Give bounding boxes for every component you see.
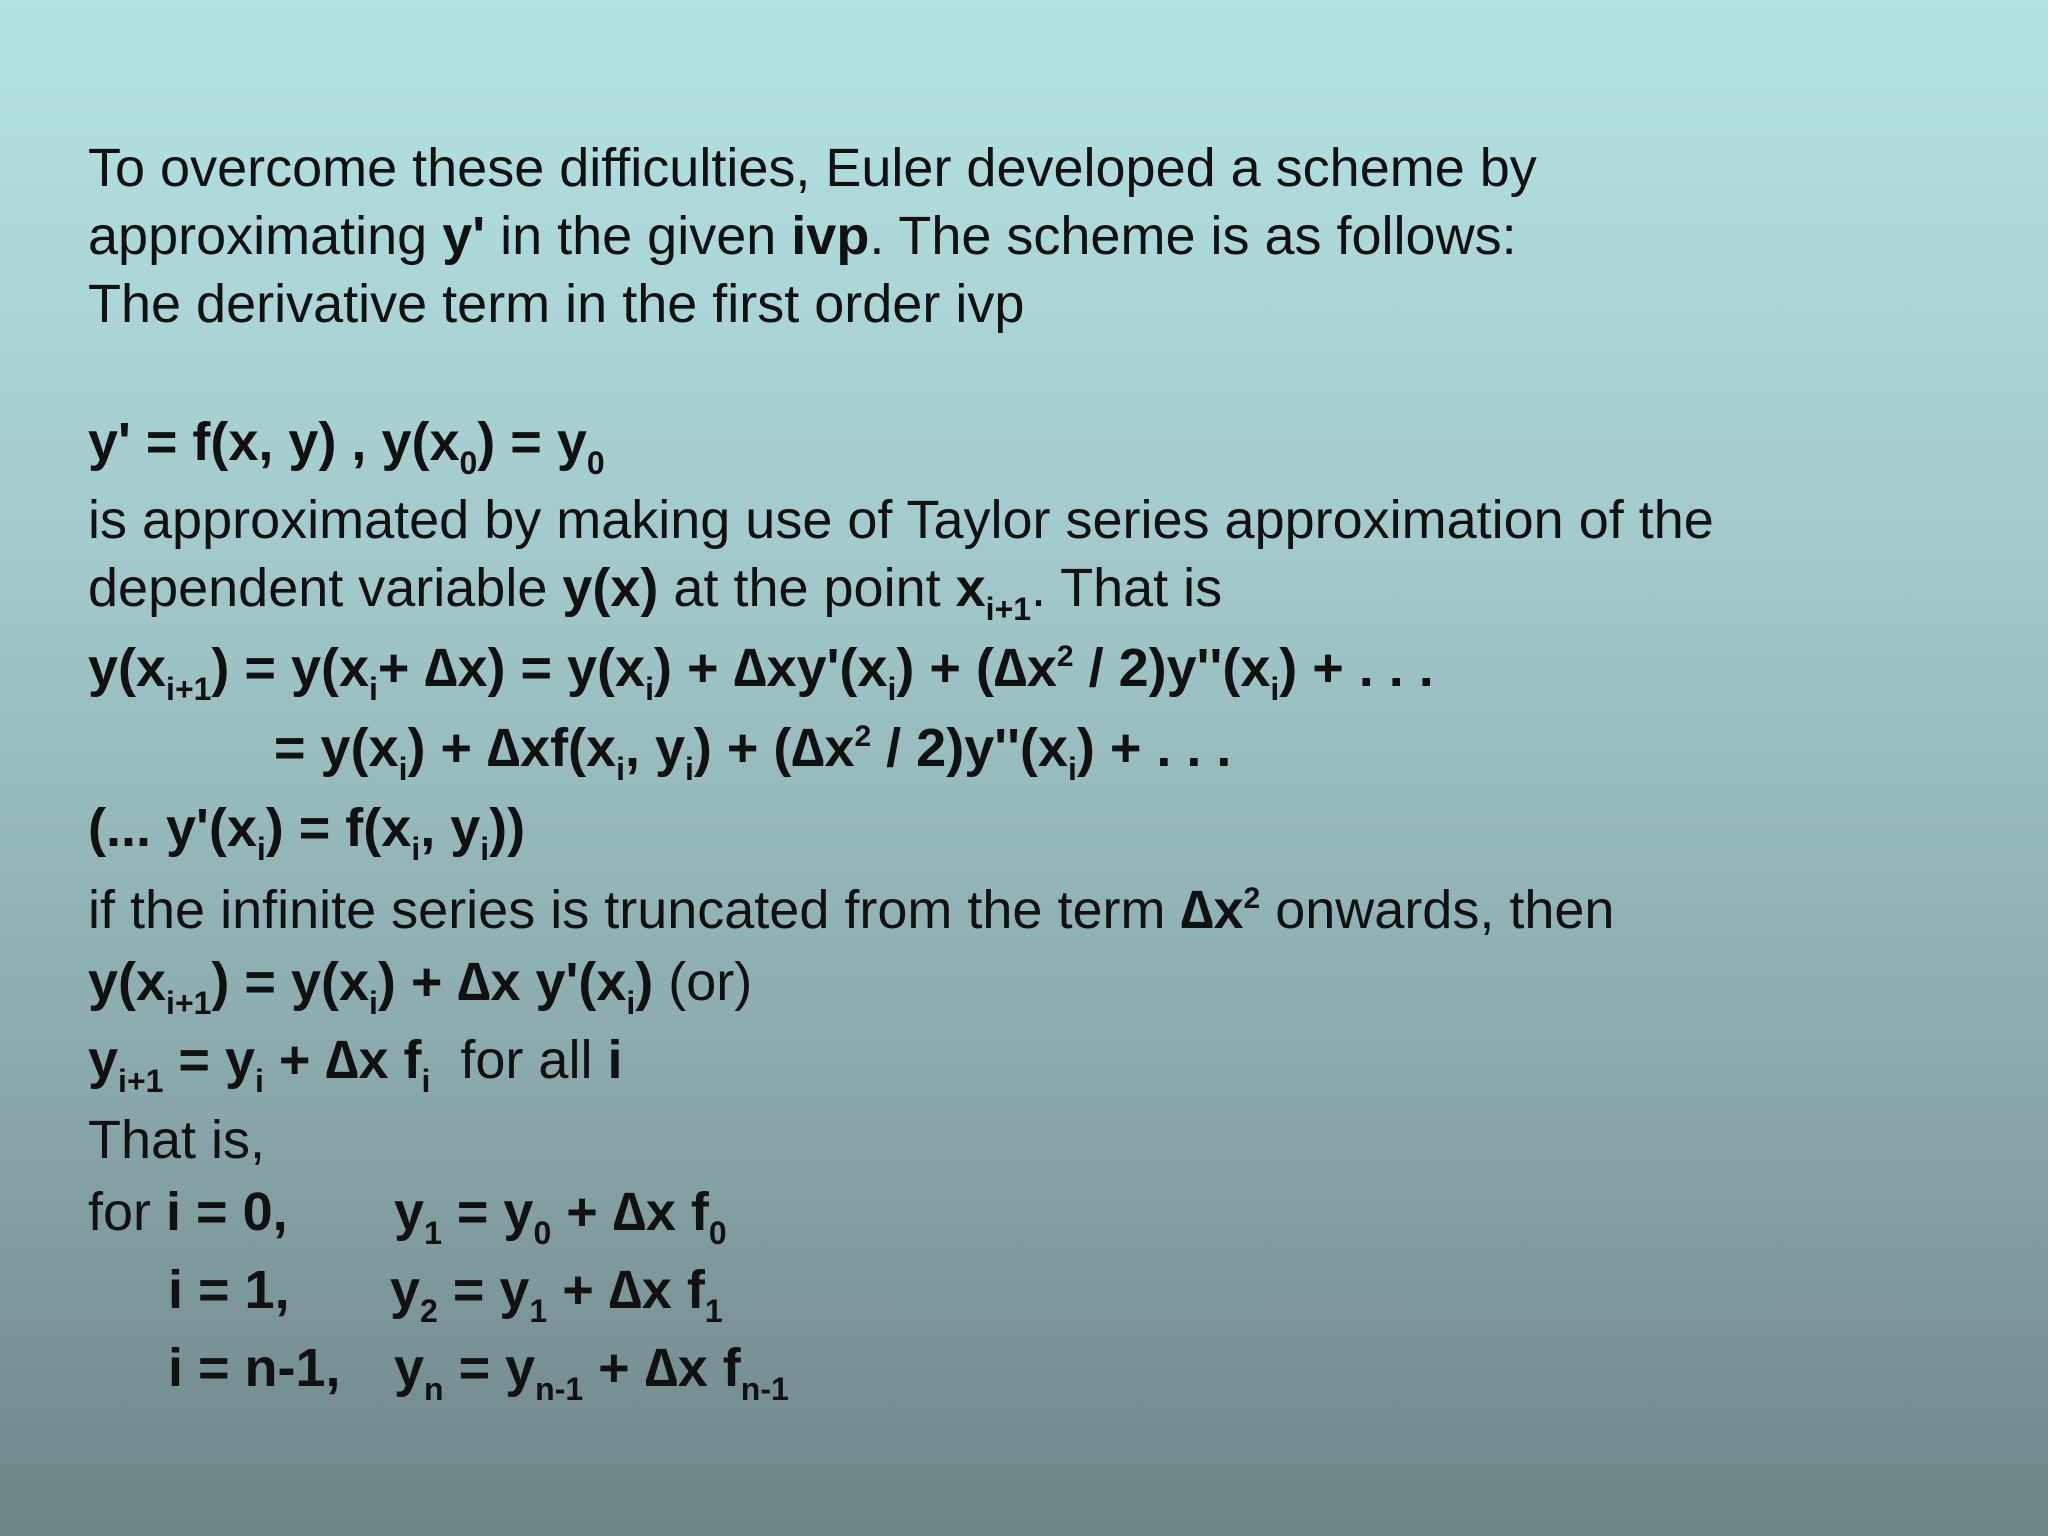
ivp-equation: y' = f(x, y) , $y(x_0) = y_0$ <box>88 412 605 481</box>
step-in-1: i = n-1, $y_n = y_{n-1} + \Delta x$ $f_{n-1}$ <box>168 1338 789 1407</box>
truncation-text: if the infinite series is truncated from the term $\Delta x^2$ onwards, then <box>88 880 1615 940</box>
intro-text-3: The derivative term in the first order ivp <box>88 274 1025 334</box>
intro-text-2c: . The scheme is as follows: <box>869 206 1517 266</box>
intro-text-2a: approximating <box>88 206 443 266</box>
taylor-text-line-2: dependent variable y(x) at the point $x_{i+1}$. That is <box>88 558 1223 627</box>
that-is-text: That is, <box>88 1110 266 1170</box>
y-prime-term: y' <box>442 206 486 266</box>
step-i1: i = 1, $y_2 = y_1 + \Delta x$ $f_1$ <box>168 1260 723 1329</box>
intro-text-1: To overcome these difficulties, Euler developed a scheme by <box>88 138 1537 198</box>
taylor-text-line-1: is approximated by making use of Taylor series approximation of the <box>88 490 1714 550</box>
intro-line-2 <box>88 206 1517 266</box>
slide-content <box>88 0 1988 1536</box>
euler-equation-1: $y(x_{i+1}) = y(x_i) + \Delta x$ $y'(x_i)$ (or) <box>88 952 753 1021</box>
taylor-equation-2: = $y(x_i) + \Delta xf(x_i$, $y_i) + (\Delta x^2 / 2)y''(x_i)$ + . . . <box>274 718 1232 787</box>
because-equation: (... $y'(x_i) = f(x_i$, $y_i$)) <box>88 798 526 867</box>
ivp-term: ivp <box>791 206 870 266</box>
intro-line-1 <box>88 138 1537 198</box>
intro-text-2b: in the given <box>485 206 792 266</box>
intro-line-3 <box>88 274 1024 334</box>
euler-equation-2: $y_{i+1} = y_i + \Delta x$ $f_i$ for all i <box>88 1030 623 1099</box>
step-i0: for i = 0, $y_1 = y_0 + \Delta x$ $f_0$ <box>88 1182 727 1251</box>
taylor-equation-1: $y(x_{i+1}) = y(x_i+ \Delta x) = y(x_i) + \Delta xy'(x_i) + (\Delta x^2 / 2)y''(x_i)$ + . . . <box>88 638 1434 707</box>
